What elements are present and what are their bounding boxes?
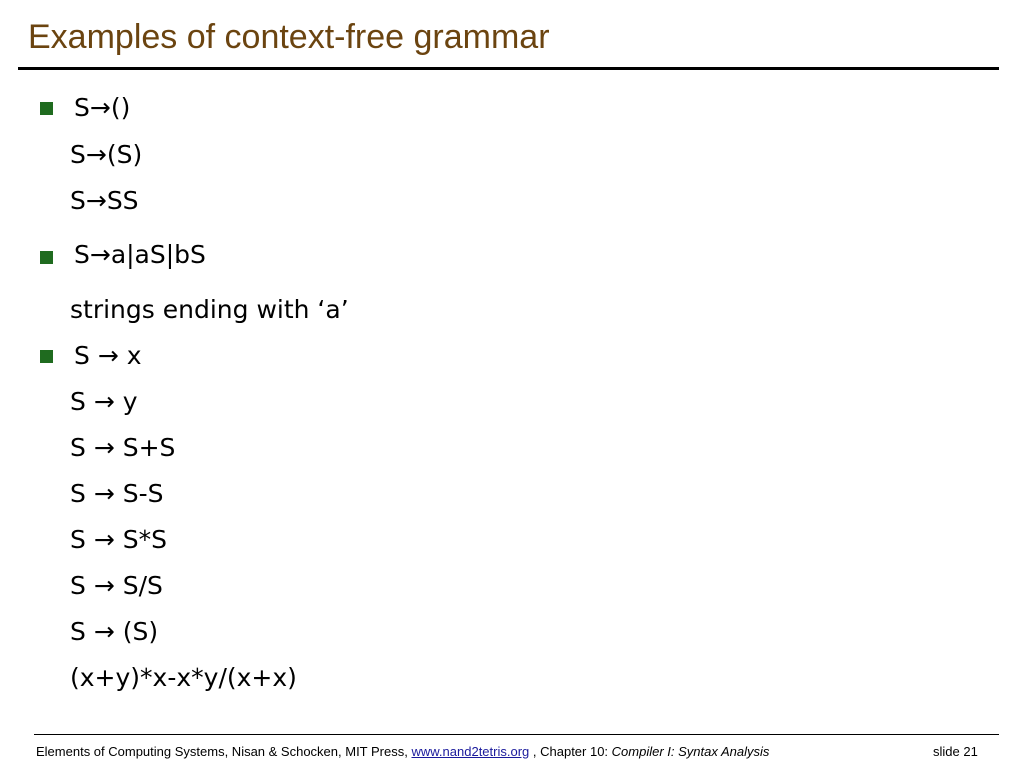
grammar-rule: S → S*S <box>70 525 167 554</box>
footer-chapter-prefix: , Chapter 10: <box>532 744 609 759</box>
grammar-rule: S→a|aS|bS <box>74 240 206 269</box>
grammar-rule: S→() <box>74 93 131 122</box>
square-bullet-icon <box>40 251 53 264</box>
grammar-rule: S → y <box>70 387 138 416</box>
square-bullet-icon <box>40 350 53 363</box>
slide-title: Examples of context-free grammar <box>28 18 550 56</box>
grammar-rule: S → x <box>74 341 142 370</box>
square-bullet-icon <box>40 102 53 115</box>
grammar-note: strings ending with ‘a’ <box>70 295 349 324</box>
grammar-rule: S → S/S <box>70 571 163 600</box>
example-expression: (x+y)*x-x*y/(x+x) <box>70 663 297 692</box>
grammar-rule: S→SS <box>70 186 139 215</box>
grammar-rule: S → (S) <box>70 617 159 646</box>
footer-chapter-title: Compiler I: Syntax Analysis <box>611 744 770 759</box>
footer-divider <box>34 734 999 735</box>
title-divider <box>18 67 999 70</box>
grammar-rule: S→(S) <box>70 140 143 169</box>
footer-citation <box>36 744 769 759</box>
grammar-rule: S → S-S <box>70 479 164 508</box>
footer-link[interactable]: www.nand2tetris.org <box>411 744 530 759</box>
grammar-rule: S → S+S <box>70 433 176 462</box>
footer-prefix: Elements of Computing Systems, Nisan & Schocken, MIT Press, <box>36 744 408 759</box>
slide-number: slide 21 <box>933 744 978 759</box>
